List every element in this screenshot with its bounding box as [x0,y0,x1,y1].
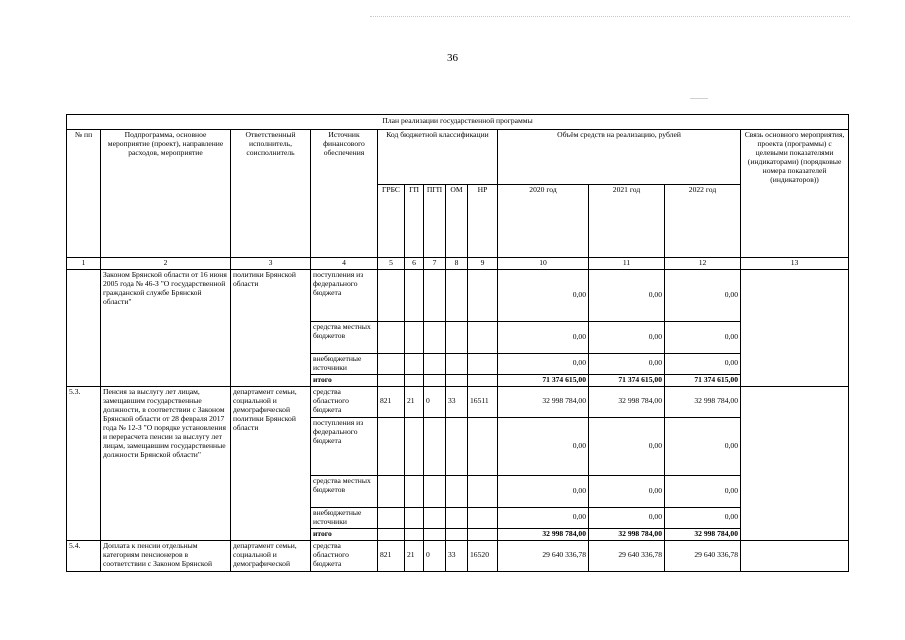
cell-num [67,270,101,387]
cell-source: средства местных бюджетов [311,475,378,507]
cell-om: 33 [446,540,468,571]
column-number: 9 [468,258,498,270]
column-number: 10 [498,258,589,270]
cell-2021: 29 640 336,78 [589,540,665,571]
cell-source: внебюджетные источники [311,354,378,375]
header-om: ОМ [446,185,468,258]
table-row [67,540,849,571]
cell-nr: 16520 [468,540,498,571]
cell-2020: 32 998 784,00 [498,386,589,417]
cell-2021: 0,00 [589,507,665,528]
column-number: 3 [231,258,311,270]
column-number: 8 [446,258,468,270]
cell-2020: 0,00 [498,322,589,354]
cell-2021: 32 998 784,00 [589,528,665,540]
header-2022: 2022 год [665,185,741,258]
cell-2022: 32 998 784,00 [665,386,741,417]
table-title: План реализации государственной программы [67,115,849,130]
column-number: 6 [405,258,424,270]
column-number: 13 [741,258,849,270]
cell-2022: 0,00 [665,270,741,322]
cell-grbs: 821 [378,386,405,417]
cell-2022: 0,00 [665,417,741,475]
column-number: 4 [311,258,378,270]
cell-source: средства областного бюджета [311,386,378,417]
cell-source: внебюджетные источники [311,507,378,528]
column-number-row [67,258,849,270]
cell-source: средства областного бюджета [311,540,378,571]
cell-pgp: 0 [424,386,446,417]
cell-2020: 71 374 615,00 [498,374,589,386]
header-link: Связь основного мероприятия, проекта (программы) с целевыми показателями (индикаторами) (порядковые номера показателей (индикаторов)) [741,130,849,258]
table-row [67,386,849,417]
column-number: 7 [424,258,446,270]
header-row [67,130,849,185]
title-row [67,115,849,130]
cell-source: средства местных бюджетов [311,322,378,354]
table-row [67,270,849,322]
scan-artifact-tick [690,98,708,99]
cell-link [741,270,849,387]
header-subprogram: Подпрограмма, основное мероприятие (проект), направление расходов, мероприятие [101,130,231,258]
cell-pgp: 0 [424,540,446,571]
cell-om: 33 [446,386,468,417]
cell-name: Законом Брянской области от 16 июня 2005 года № 46-З "О государственной гражданской службе Брянской области" [101,270,231,387]
cell-responsible: политики Брянской области [231,270,311,387]
scan-artifact-top [370,16,850,19]
header-responsible: Ответственный исполнитель, соисполнитель [231,130,311,258]
cell-2020: 0,00 [498,507,589,528]
column-number: 2 [101,258,231,270]
header-source: Источник финансового обеспечения [311,130,378,258]
header-grbs: ГРБС [378,185,405,258]
column-number: 1 [67,258,101,270]
header-nr: НР [468,185,498,258]
cell-2022: 0,00 [665,322,741,354]
cell-gp: 21 [405,386,424,417]
column-number: 11 [589,258,665,270]
header-pgp: ПГП [424,185,446,258]
header-volume: Объём средств на реализацию, рублей [498,130,741,185]
cell-link [741,540,849,571]
cell-num: 5.4. [67,540,101,571]
cell-2022: 71 374 615,00 [665,374,741,386]
cell-responsible: департамент семьи, социальной и демографической [231,540,311,571]
header-num: № пп [67,130,101,258]
cell-2022: 29 640 336,78 [665,540,741,571]
cell-2021: 32 998 784,00 [589,386,665,417]
cell-2020: 0,00 [498,354,589,375]
column-number: 12 [665,258,741,270]
cell-2022: 0,00 [665,354,741,375]
cell-2021: 0,00 [589,354,665,375]
cell-2021: 0,00 [589,417,665,475]
cell-2022: 0,00 [665,507,741,528]
cell-2021: 0,00 [589,475,665,507]
cell-name: Доплата к пенсии отдельным категориям пенсионеров в соответствии с Законом Брянской [101,540,231,571]
header-gp: ГП [405,185,424,258]
header-budget-code: Код бюджетной классификации [378,130,498,185]
cell-nr: 16511 [468,386,498,417]
cell-name: Пенсия за выслугу лет лицам, замещавшим государственные должности, в соответствии с Законом Брянской области от 28 февраля 2017 года № 12-З "О порядке установления и перерасчета пенсии за выслугу лет лицам, замещавшим государственные должности Брянской области" [101,386,231,540]
cell-2020: 29 640 336,78 [498,540,589,571]
cell-responsible: департамент семьи, социальной и демографической политики Брянской области [231,386,311,540]
cell-gp: 21 [405,540,424,571]
cell-2020: 0,00 [498,475,589,507]
cell-2020: 0,00 [498,417,589,475]
cell-source: поступления из федерального бюджета [311,270,378,322]
page-number: 36 [447,52,458,64]
cell-2020: 0,00 [498,270,589,322]
cell-2021: 71 374 615,00 [589,374,665,386]
cell-2022: 32 998 784,00 [665,528,741,540]
cell-2020: 32 998 784,00 [498,528,589,540]
cell-source: итого [311,374,378,386]
cell-2022: 0,00 [665,475,741,507]
cell-source: поступления из федерального бюджета [311,417,378,475]
column-number: 5 [378,258,405,270]
cell-grbs: 821 [378,540,405,571]
cell-2021: 0,00 [589,270,665,322]
cell-source: итого [311,528,378,540]
header-2020: 2020 год [498,185,589,258]
cell-2021: 0,00 [589,322,665,354]
cell-num: 5.3. [67,386,101,540]
plan-table [66,114,849,572]
header-2021: 2021 год [589,185,665,258]
cell-link [741,386,849,540]
